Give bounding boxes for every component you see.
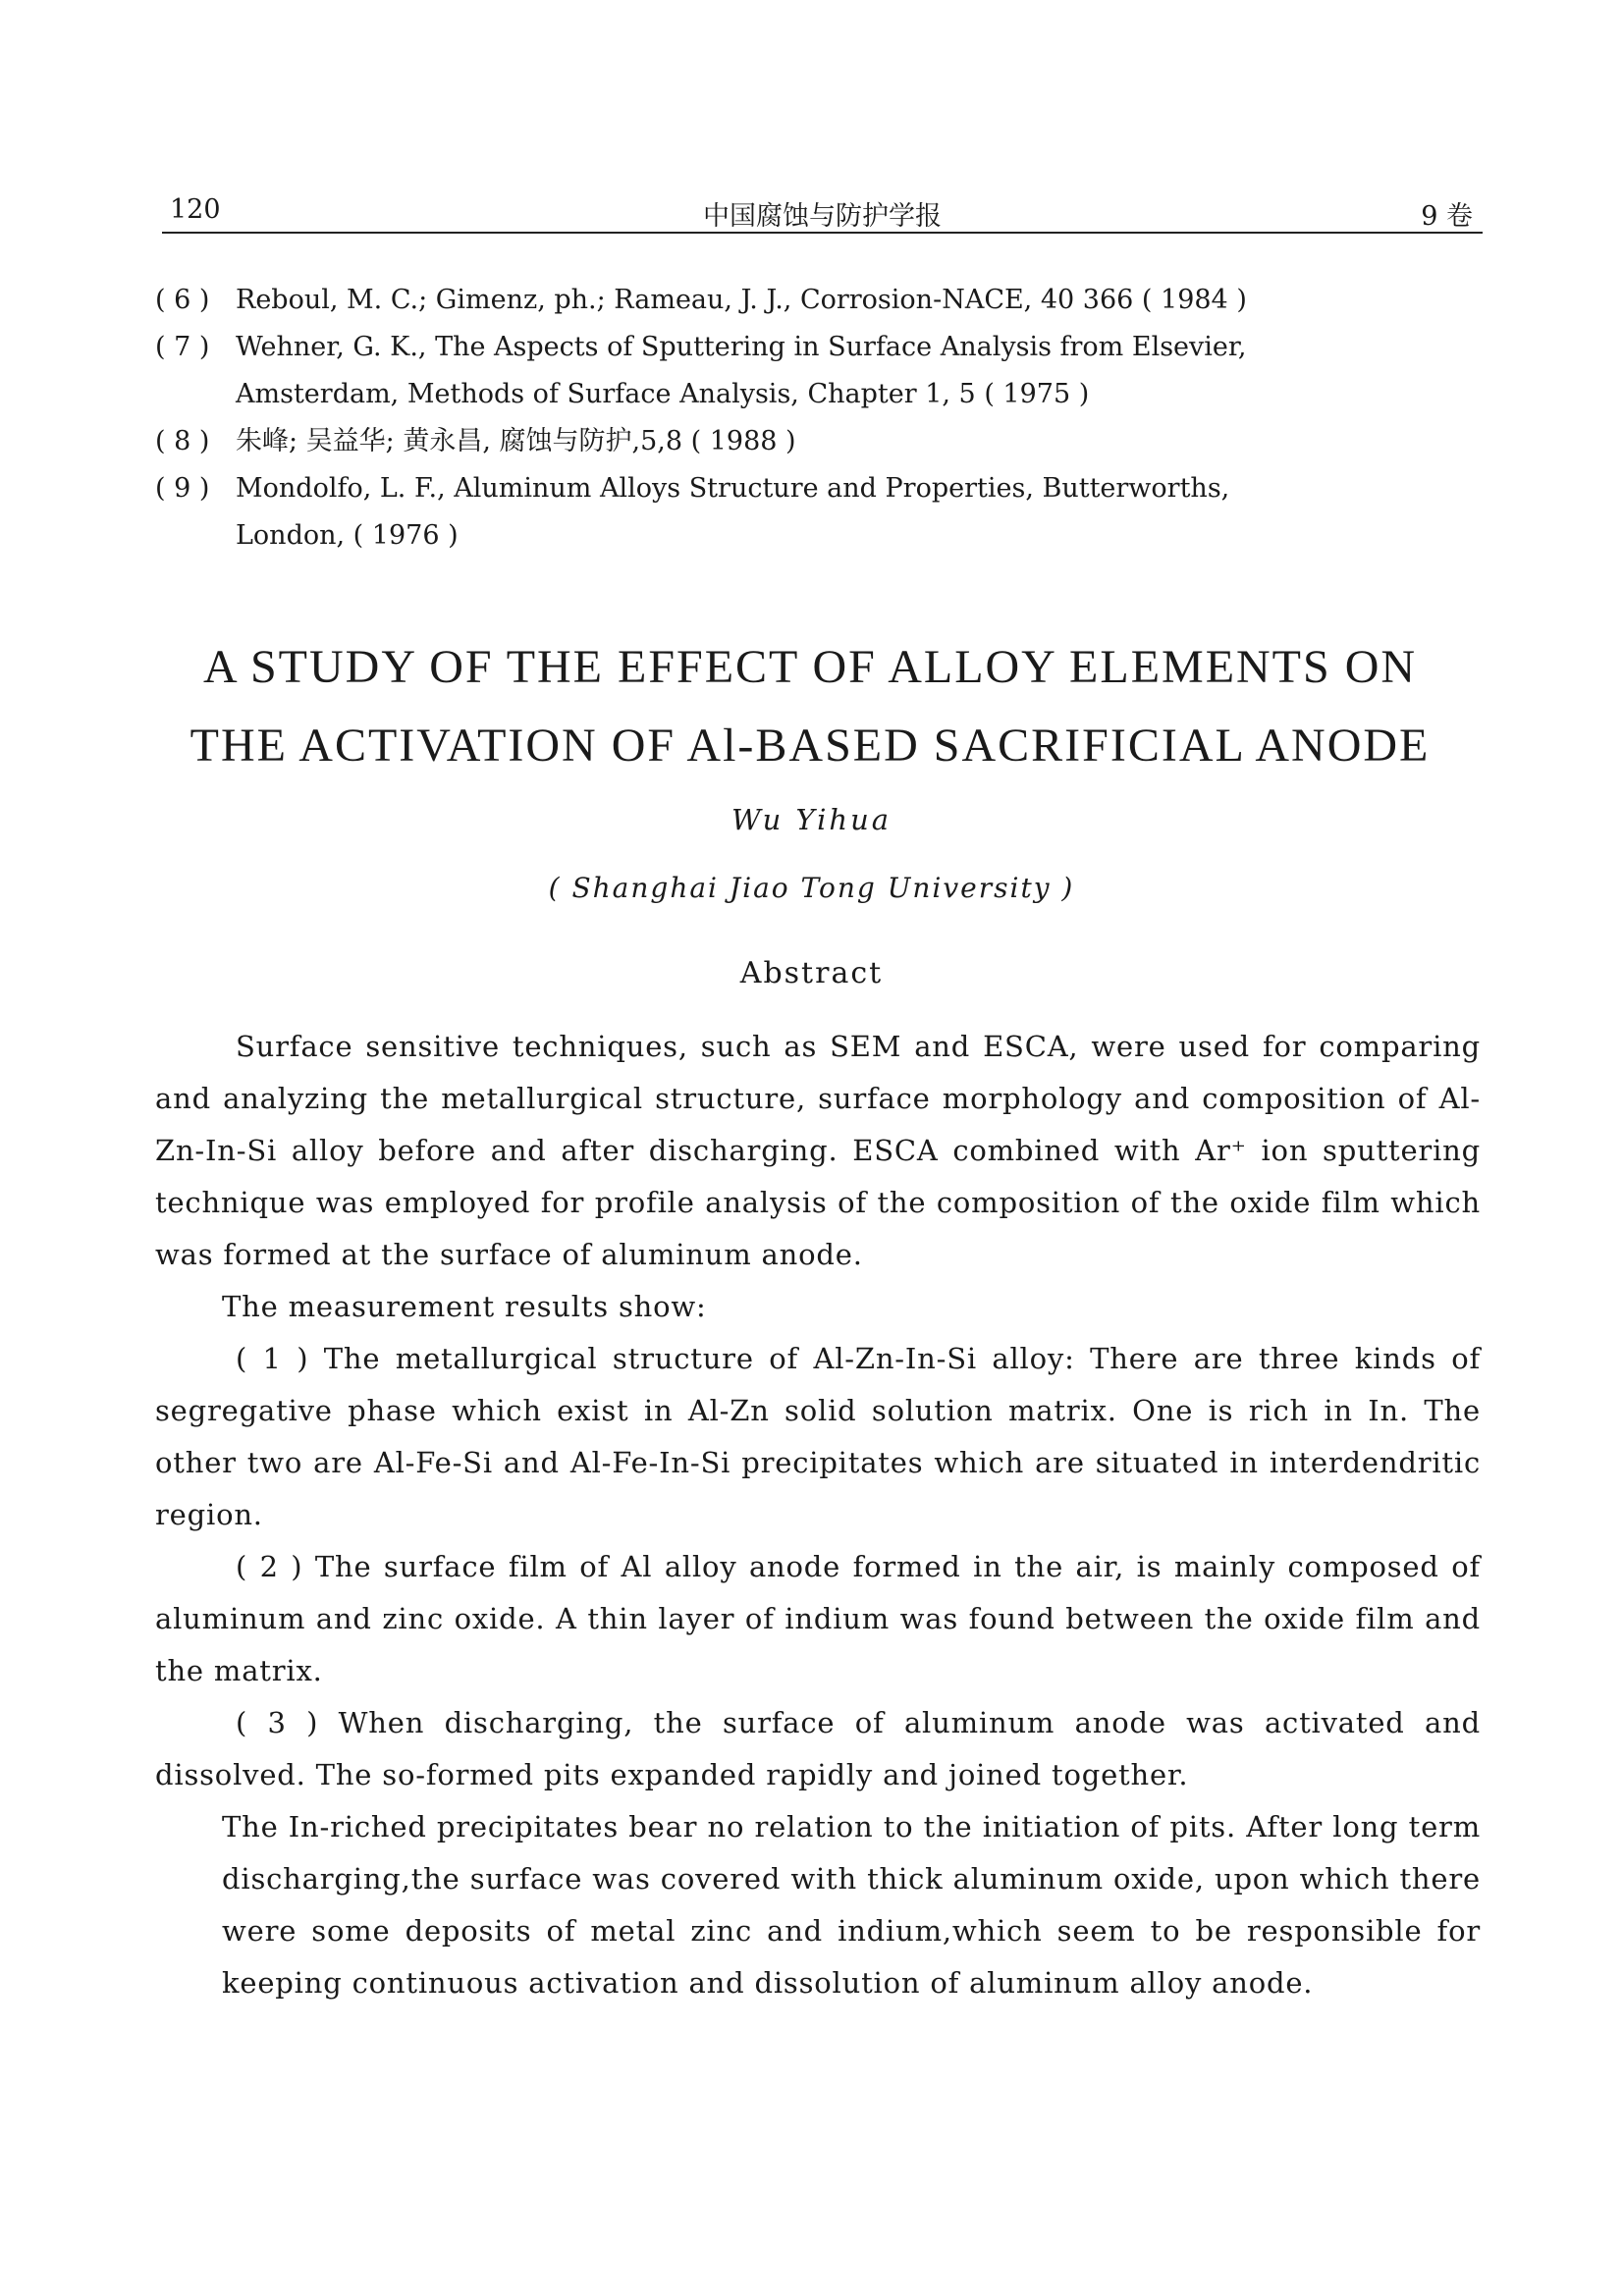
reference-item	[155, 418, 1490, 465]
reference-number: ( 7 )	[155, 332, 210, 362]
page-number: 120	[170, 194, 221, 225]
reference-text: Reboul, M. C.; Gimenz, ph.; Rameau, J. J., Corrosion-NACE, 40 366 ( 1984 )	[236, 285, 1247, 315]
reference-text: Wehner, G. K., The Aspects of Sputtering in Surface Analysis from Elsevier,	[236, 332, 1247, 362]
abstract-body	[155, 1021, 1481, 2009]
abstract-paragraph: The In-riched precipitates bear no relation to the initiation of pits. After long term discharging,the surface was covered with thick aluminum oxide, upon which there were some deposits of metal zinc and indium,which seem to be responsible for keeping continuous activation and dissolution of aluminum alloy anode.	[222, 1810, 1481, 2000]
reference-number: ( 8 )	[155, 426, 210, 456]
reference-number: ( 9 )	[155, 473, 210, 504]
author-name: Wu Yihua	[730, 803, 893, 836]
reference-text: Mondolfo, L. F., Aluminum Alloys Structure and Properties, Butterworths,	[236, 473, 1230, 504]
reference-text-continued: Amsterdam, Methods of Surface Analysis, Chapter 1, 5 ( 1975 )	[236, 379, 1090, 409]
abstract-heading: Abstract	[739, 956, 884, 990]
reference-item	[155, 324, 1490, 418]
reference-text: 朱峰; 吴益华; 黄永昌, 腐蚀与防护,5,8 ( 1988 )	[236, 426, 796, 456]
reference-item	[155, 465, 1490, 560]
title-line-1: A STUDY OF THE EFFECT OF ALLOY ELEMENTS ON	[202, 641, 1418, 693]
author-affiliation: ( Shanghai Jiao Tong University )	[548, 872, 1075, 904]
paper-title	[123, 628, 1497, 785]
reference-number: ( 6 )	[155, 285, 210, 315]
journal-title: 中国腐蚀与防护学报	[703, 201, 942, 232]
title-line-2: THE ACTIVATION OF Al-BASED SACRIFICIAL ANODE	[189, 720, 1431, 772]
abstract-paragraph: Surface sensitive techniques, such as SEM and ESCA, were used for comparing and analyzing the metallurgical structure, surface morphology and composition of Al-Zn-In-Si alloy before and after discharging. ESCA combined with Ar⁺ ion sputtering technique was employed for profile analysis of the composition of the oxide film which was formed at the surface of aluminum anode.	[155, 1030, 1481, 1271]
reference-item	[155, 277, 1490, 324]
abstract-paragraph: ( 1 ) The metallurgical structure of Al-Zn-In-Si alloy: There are three kinds of segregative phase which exist in Al-Zn solid solution matrix. One is rich in In. The other two are Al-Fe-Si and Al-Fe-In-Si precipitates which are situated in interdendritic region.	[155, 1342, 1481, 1531]
abstract-paragraph: ( 3 ) When discharging, the surface of aluminum anode was activated and dissolved. The so-formed pits expanded rapidly and joined together.	[155, 1706, 1481, 1791]
reference-text-continued: London, ( 1976 )	[236, 520, 459, 551]
abstract-paragraph: The measurement results show:	[222, 1290, 707, 1323]
volume-label: 9 卷	[1421, 201, 1473, 232]
reference-list	[155, 277, 1490, 560]
running-header	[162, 192, 1483, 234]
abstract-paragraph: ( 2 ) The surface film of Al alloy anode formed in the air, is mainly composed of aluminum and zinc oxide. A thin layer of indium was found between the oxide film and the matrix.	[155, 1550, 1481, 1687]
